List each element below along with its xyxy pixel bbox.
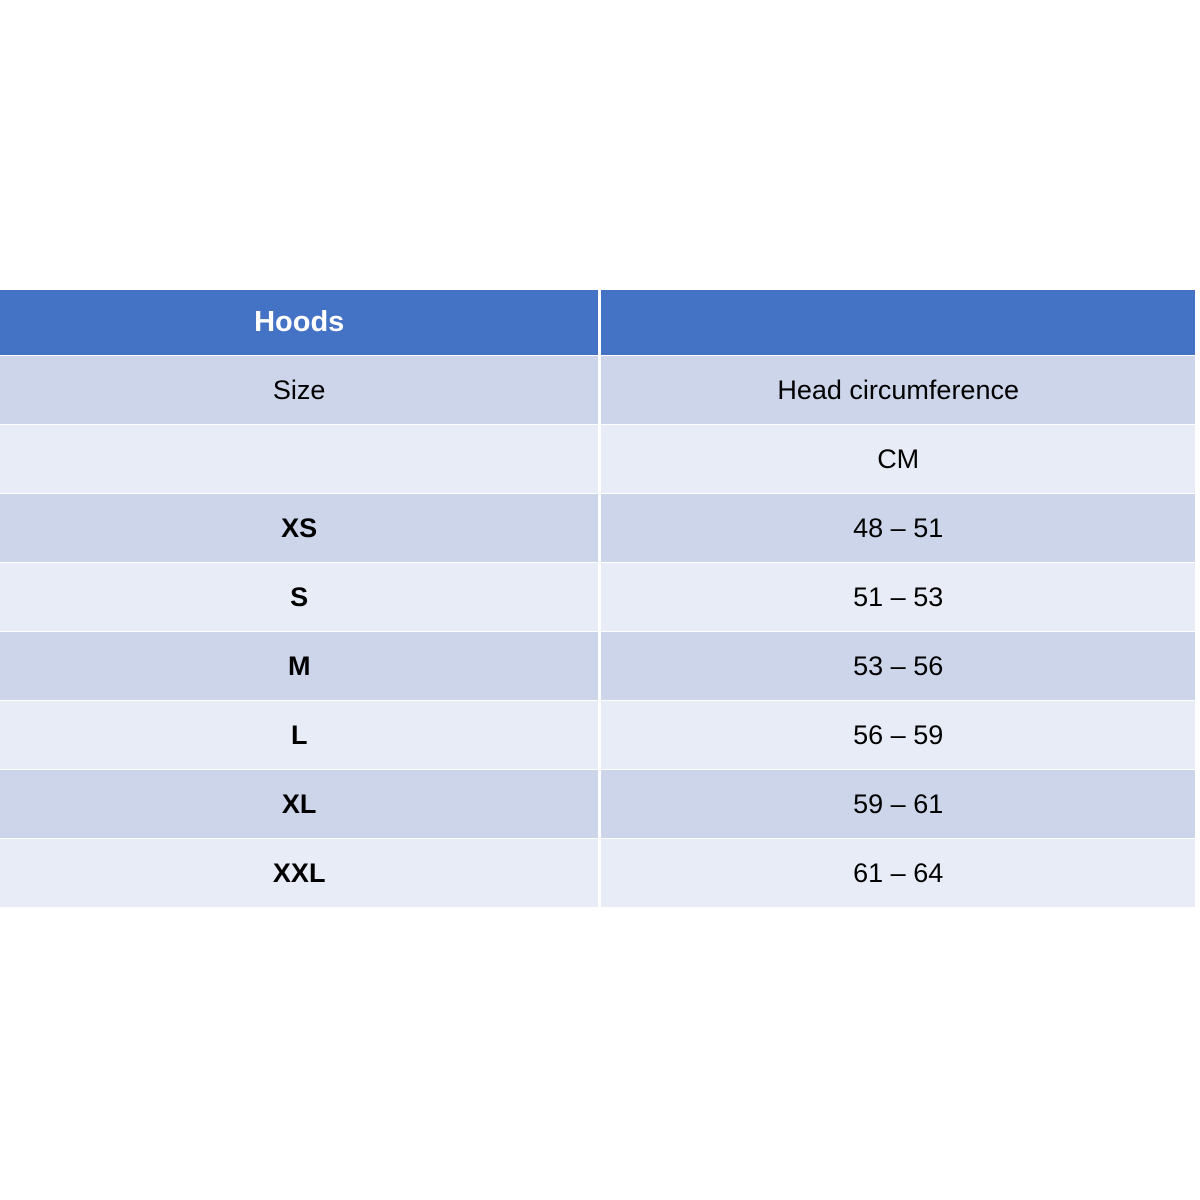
row-size: L	[0, 701, 600, 770]
table-row	[0, 770, 1195, 839]
unit-left	[0, 425, 600, 494]
column-header-size: Size	[0, 356, 600, 425]
table-title-right	[600, 290, 1195, 356]
table-row	[0, 839, 1195, 908]
size-chart-sheet	[0, 289, 1195, 908]
row-size: XL	[0, 770, 600, 839]
row-range: 51 – 53	[600, 563, 1195, 632]
row-range: 56 – 59	[600, 701, 1195, 770]
table-row	[0, 701, 1195, 770]
column-header-row	[0, 356, 1195, 425]
table-row	[0, 563, 1195, 632]
unit-right: CM	[600, 425, 1195, 494]
hoods-size-table	[0, 289, 1195, 908]
table-row	[0, 632, 1195, 701]
row-range: 48 – 51	[600, 494, 1195, 563]
column-header-head-circumference: Head circumference	[600, 356, 1195, 425]
table-title: Hoods	[0, 290, 600, 356]
table-row	[0, 494, 1195, 563]
row-size: XS	[0, 494, 600, 563]
row-range: 61 – 64	[600, 839, 1195, 908]
row-range: 53 – 56	[600, 632, 1195, 701]
table-header-row	[0, 290, 1195, 356]
row-range: 59 – 61	[600, 770, 1195, 839]
unit-row	[0, 425, 1195, 494]
row-size: M	[0, 632, 600, 701]
row-size: S	[0, 563, 600, 632]
row-size: XXL	[0, 839, 600, 908]
